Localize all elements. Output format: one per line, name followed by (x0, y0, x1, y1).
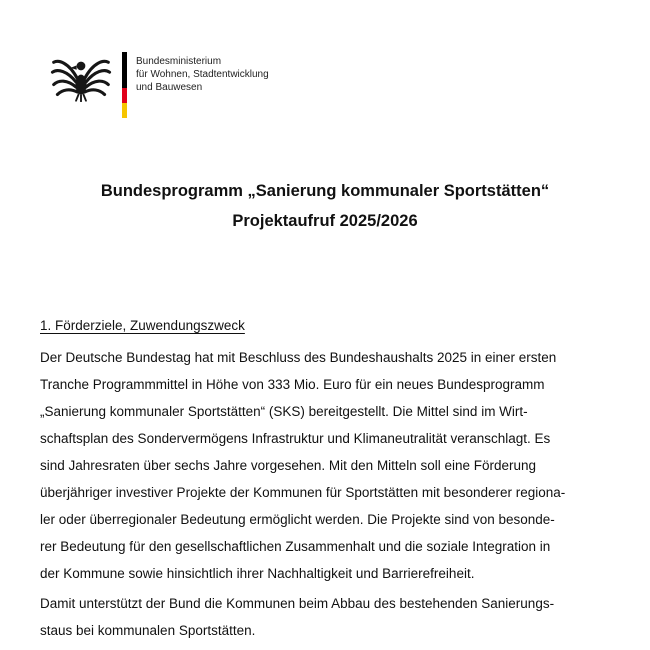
ministry-name-line: für Wohnen, Stadtentwicklung (136, 69, 269, 80)
ministry-name-line: und Bauwesen (136, 82, 203, 93)
flag-stripe (122, 52, 127, 118)
bundesadler-eagle-icon (50, 56, 112, 102)
body-line: der Kommune sowie hinsichtlich ihrer Nachhaltigkeit und Barrierefreiheit. (40, 566, 475, 581)
body-line: Der Deutsche Bundestag hat mit Beschluss des Bundeshaushalts 2025 in einer ersten (40, 350, 557, 365)
paragraph-1 (40, 344, 625, 587)
title-line-2: Projektaufruf 2025/2026 (232, 212, 418, 230)
ministry-name-line: Bundesministerium (136, 56, 222, 67)
body-text (40, 344, 625, 644)
flag-stripe-black (122, 52, 127, 88)
body-line: sind Jahresraten über sechs Jahre vorgesehen. Mit den Mitteln soll eine Förderung (40, 458, 537, 473)
body-line: Tranche Programmmittel in Höhe von 333 Mio. Euro für ein neues Bundesprogramm (40, 377, 545, 392)
ministry-logo (0, 0, 300, 130)
body-line: ler oder überregionaler Bedeutung ermöglicht werden. Die Projekte sind von besonde- (40, 512, 555, 527)
section-heading: 1. Förderziele, Zuwendungszweck (40, 318, 245, 333)
body-line: überjähriger investiver Projekte der Kommunen für Sportstätten mit besonderer regiona- (40, 485, 566, 500)
flag-stripe-gold (122, 103, 127, 118)
body-line: „Sanierung kommunaler Sportstätten“ (SKS) bereitgestellt. Die Mittel sind im Wirt- (40, 404, 528, 419)
body-line: Damit unterstützt der Bund die Kommunen beim Abbau des bestehenden Sanierungs- (40, 596, 555, 611)
flag-stripe-red (122, 88, 127, 103)
document-title (0, 176, 650, 236)
body-line: rer Bedeutung für den gesellschaftlichen Zusammenhalt und die soziale Integration in (40, 539, 551, 554)
title-line-1: Bundesprogramm „Sanierung kommunaler Sportstätten“ (100, 182, 550, 200)
body-line: staus bei kommunalen Sportstätten. (40, 623, 256, 638)
ministry-name (136, 55, 269, 94)
paragraph-2 (40, 590, 625, 644)
body-line: schaftsplan des Sondervermögens Infrastruktur und Klimaneutralität veranschlagt. Es (40, 431, 551, 446)
